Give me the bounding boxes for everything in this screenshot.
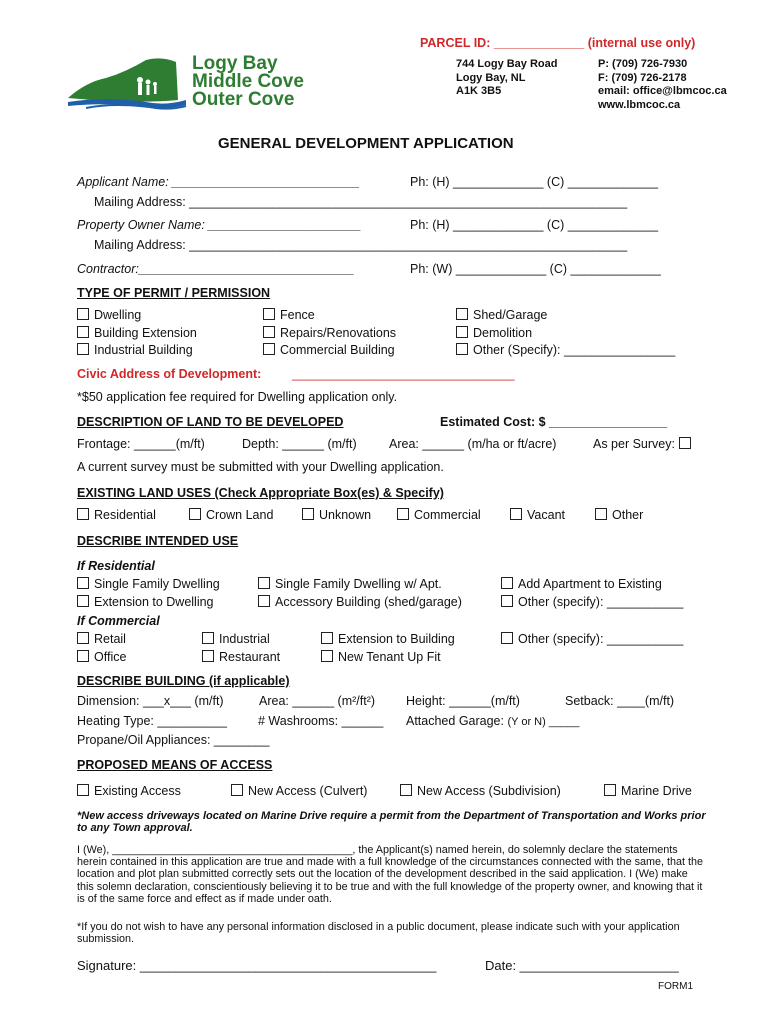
area-field[interactable]: Area: ______ (m/ha or ft/acre) xyxy=(389,437,557,451)
checkbox[interactable] xyxy=(321,632,333,644)
existing-residential[interactable]: Residential xyxy=(77,508,156,522)
res-other[interactable]: Other (specify): ___________ xyxy=(501,595,683,609)
permit-shed-garage[interactable]: Shed/Garage xyxy=(456,308,547,322)
com-other[interactable]: Other (specify): ___________ xyxy=(501,632,683,646)
setback-field[interactable]: Setback: ____(m/ft) xyxy=(565,694,675,708)
town-contact: P: (709) 726-7930 F: (709) 726-2178 email: office@lbmcoc.ca www.lbmcoc.ca xyxy=(598,58,727,111)
checkbox[interactable] xyxy=(231,784,243,796)
permit-heading: TYPE OF PERMIT / PERMISSION xyxy=(77,286,271,300)
permit-industrial-building[interactable]: Industrial Building xyxy=(77,343,193,357)
checkbox[interactable] xyxy=(501,577,513,589)
if-commercial-label: If Commercial xyxy=(77,614,160,628)
checkbox[interactable] xyxy=(400,784,412,796)
existing-vacant[interactable]: Vacant xyxy=(510,508,565,522)
res-single-family[interactable]: Single Family Dwelling xyxy=(77,577,220,591)
signature-field[interactable]: Signature: _________________________________________ xyxy=(77,958,437,973)
res-accessory[interactable]: Accessory Building (shed/garage) xyxy=(258,595,462,609)
checkbox[interactable] xyxy=(302,508,314,520)
com-office[interactable]: Office xyxy=(77,650,126,664)
checkbox[interactable] xyxy=(501,595,513,607)
applicant-name-field[interactable]: Applicant Name: ___________________________ xyxy=(77,175,360,189)
checkbox[interactable] xyxy=(202,650,214,662)
estimated-cost-field[interactable]: Estimated Cost: $ _________________ xyxy=(440,415,668,429)
depth-field[interactable]: Depth: ______ (m/ft) xyxy=(242,437,357,451)
res-add-apartment[interactable]: Add Apartment to Existing xyxy=(501,577,662,591)
checkbox[interactable] xyxy=(456,308,468,320)
applicant-phone-field[interactable]: Ph: (H) _____________ (C) _____________ xyxy=(410,175,659,189)
logo-text: Logy Bay Middle Cove Outer Cove xyxy=(192,53,304,110)
checkbox[interactable] xyxy=(456,343,468,355)
permit-fence[interactable]: Fence xyxy=(263,308,315,322)
attached-garage-field[interactable]: Attached Garage: (Y or N) _____ xyxy=(406,714,580,728)
checkbox[interactable] xyxy=(77,650,89,662)
access-subdivision[interactable]: New Access (Subdivision) xyxy=(400,784,561,798)
checkbox[interactable] xyxy=(595,508,607,520)
com-extension[interactable]: Extension to Building xyxy=(321,632,455,646)
com-industrial[interactable]: Industrial xyxy=(202,632,270,646)
checkbox[interactable] xyxy=(77,577,89,589)
owner-phone-field[interactable]: Ph: (H) _____________ (C) _____________ xyxy=(410,218,659,232)
owner-mailing-field[interactable]: Mailing Address: _______________________________________________________________ xyxy=(94,238,628,252)
checkbox[interactable] xyxy=(397,508,409,520)
if-residential-label: If Residential xyxy=(77,559,155,573)
owner-name-field[interactable]: Property Owner Name: ______________________ xyxy=(77,218,362,232)
permit-building-extension[interactable]: Building Extension xyxy=(77,326,197,340)
propane-field[interactable]: Propane/Oil Appliances: ________ xyxy=(77,733,270,747)
access-note: *New access driveways located on Marine Drive require a permit from the Department of Transportation and Works prior to any Town approval. xyxy=(77,810,706,835)
checkbox[interactable] xyxy=(510,508,522,520)
access-heading: PROPOSED MEANS OF ACCESS xyxy=(77,758,273,772)
checkbox[interactable] xyxy=(77,343,89,355)
privacy-note: *If you do not wish to have any personal information disclosed in a public document, please indicate such with your application submission. xyxy=(77,921,680,946)
res-extension[interactable]: Extension to Dwelling xyxy=(77,595,214,609)
com-new-tenant[interactable]: New Tenant Up Fit xyxy=(321,650,441,664)
form-id: FORM1 xyxy=(658,981,693,992)
page-title: GENERAL DEVELOPMENT APPLICATION xyxy=(218,135,514,152)
checkbox[interactable] xyxy=(77,326,89,338)
existing-commercial[interactable]: Commercial xyxy=(397,508,481,522)
existing-crown-land[interactable]: Crown Land xyxy=(189,508,273,522)
permit-other[interactable]: Other (Specify): ________________ xyxy=(456,343,675,357)
civic-address-field[interactable]: ________________________________ xyxy=(292,367,515,381)
checkbox[interactable] xyxy=(679,437,691,449)
existing-other[interactable]: Other xyxy=(595,508,643,522)
checkbox[interactable] xyxy=(77,595,89,607)
heating-type-field[interactable]: Heating Type: __________ xyxy=(77,714,227,728)
checkbox[interactable] xyxy=(77,308,89,320)
existing-uses-heading: EXISTING LAND USES (Check Appropriate Box(es) & Specify) xyxy=(77,486,444,500)
survey-option[interactable]: As per Survey: xyxy=(593,437,691,451)
checkbox[interactable] xyxy=(501,632,513,644)
checkbox[interactable] xyxy=(321,650,333,662)
checkbox[interactable] xyxy=(263,343,275,355)
building-area-field[interactable]: Area: ______ (m²/ft²) xyxy=(259,694,376,708)
civic-address-label: Civic Address of Development: xyxy=(77,367,262,381)
access-existing[interactable]: Existing Access xyxy=(77,784,181,798)
permit-commercial-building[interactable]: Commercial Building xyxy=(263,343,395,357)
building-heading: DESCRIBE BUILDING (if applicable) xyxy=(77,674,290,688)
permit-demolition[interactable]: Demolition xyxy=(456,326,532,340)
permit-repairs[interactable]: Repairs/Renovations xyxy=(263,326,396,340)
checkbox[interactable] xyxy=(189,508,201,520)
checkbox[interactable] xyxy=(258,577,270,589)
contractor-phone-field[interactable]: Ph: (W) _____________ (C) _____________ xyxy=(410,262,661,276)
access-marine-drive[interactable]: Marine Drive xyxy=(604,784,692,798)
contractor-field[interactable]: Contractor:_______________________________ xyxy=(77,262,355,276)
permit-dwelling[interactable]: Dwelling xyxy=(77,308,141,322)
checkbox[interactable] xyxy=(77,784,89,796)
intended-use-heading: DESCRIBE INTENDED USE xyxy=(77,534,239,548)
checkbox[interactable] xyxy=(604,784,616,796)
washrooms-field[interactable]: # Washrooms: ______ xyxy=(258,714,384,728)
checkbox[interactable] xyxy=(263,326,275,338)
checkbox[interactable] xyxy=(456,326,468,338)
checkbox[interactable] xyxy=(202,632,214,644)
date-field[interactable]: Date: ______________________ xyxy=(485,958,679,973)
com-retail[interactable]: Retail xyxy=(77,632,126,646)
dimension-field[interactable]: Dimension: ___x___ (m/ft) xyxy=(77,694,224,708)
survey-note: A current survey must be submitted with your Dwelling application. xyxy=(77,460,444,474)
parcel-id: PARCEL ID: _____________ (internal use only) xyxy=(420,36,696,50)
checkbox[interactable] xyxy=(258,595,270,607)
applicant-mailing-field[interactable]: Mailing Address: _______________________________________________________________ xyxy=(94,195,628,209)
land-heading: DESCRIPTION OF LAND TO BE DEVELOPED xyxy=(77,415,344,429)
checkbox[interactable] xyxy=(77,632,89,644)
existing-unknown[interactable]: Unknown xyxy=(302,508,371,522)
height-field[interactable]: Height: ______(m/ft) xyxy=(406,694,520,708)
access-culvert[interactable]: New Access (Culvert) xyxy=(231,784,367,798)
town-address: 744 Logy Bay Road Logy Bay, NL A1K 3B5 xyxy=(456,58,558,97)
fee-note: *$50 application fee required for Dwelling application only. xyxy=(77,390,398,404)
declaration-text: I (We), ________________________________________, the Applicant(s) named herein, do solemnly declare the statements herein contained in this application are true and made with a full knowledge of the circumstances connected with the same, that the location and plot plan submitted correctly sets out the location of the development described in the said application. I (We) make this solemn declaration, conscientiously believing it to be true and with the full knowledge of the property owner, and knowing that it is of the same force and effect as if made under oath. xyxy=(77,844,703,905)
checkbox[interactable] xyxy=(77,508,89,520)
checkbox[interactable] xyxy=(263,308,275,320)
frontage-field[interactable]: Frontage: ______(m/ft) xyxy=(77,437,205,451)
logo-icon xyxy=(66,52,196,112)
res-single-family-apt[interactable]: Single Family Dwelling w/ Apt. xyxy=(258,577,442,591)
com-restaurant[interactable]: Restaurant xyxy=(202,650,280,664)
